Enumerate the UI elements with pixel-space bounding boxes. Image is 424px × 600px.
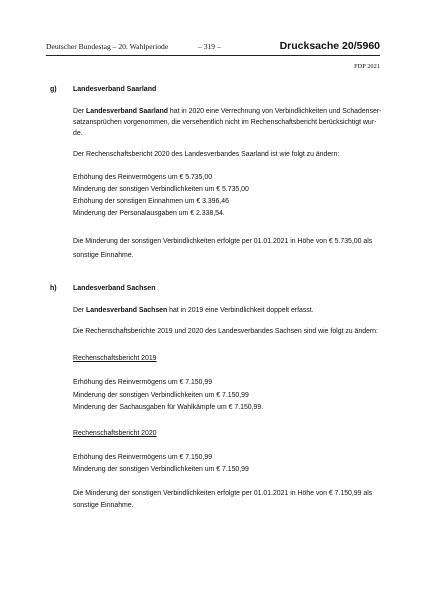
section-g-paragraph-1-line-1: Der Landesverband Saarland hat in 2020 eine Verrechnung von Verbindlichkeiten und Schadenser- (73, 108, 382, 115)
header-drucksache (280, 40, 380, 52)
section-g-title: Landesverband Saarland (73, 86, 157, 93)
section-g-item: Minderung der sonstigen Verbindlichkeiten um € 5.735,00 (73, 186, 249, 193)
section-h-2019-item: Minderung der Sachausgaben für Wahlkämpfe um € 7.150,99. (73, 404, 264, 411)
party-label: FDP 2021 (354, 63, 380, 70)
section-h-paragraph-1: Der Landesverband Sachsen hat in 2019 eine Verbindlichkeit doppelt erfasst. (73, 307, 314, 314)
header-publication: Deutscher Bundestag – 20. Wahlperiode (46, 42, 169, 51)
section-h-paragraph-3-line-1: Die Minderung der sonstigen Verbindlichkeiten erfolgte per 01.01.2021 in Höhe von € 7.150,99 als (73, 490, 373, 497)
section-h-number: h) (50, 285, 57, 292)
section-g-item: Minderung der Personalausgaben um € 2.338,54. (73, 210, 225, 217)
section-g-paragraph-3-line-1: Die Minderung der sonstigen Verbindlichkeiten erfolgte per 01.01.2021 in Höhe von € 5.735,00 als (73, 238, 373, 245)
section-h-title: Landesverband Sachsen (73, 285, 156, 292)
section-g-number: g) (50, 86, 57, 93)
section-g-paragraph-1-line-2: satzansprüchen vorgenommen, die versehentlich nicht im Rechenschaftsbericht berücksichtigt wur- (73, 119, 377, 126)
header-rule (46, 55, 380, 56)
section-g-item: Erhöhung des Reinvermögens um € 5.735,00 (73, 174, 213, 181)
drucksache-prefix: Drucksache 20/ (279, 40, 357, 52)
section-g-item: Erhöhung der sonstigen Einnahmen um € 3.396,46 (73, 198, 229, 205)
section-h-2019-item: Erhöhung des Reinvermögens um € 7.150,99 (73, 379, 213, 386)
section-h-2020-item: Erhöhung des Reinvermögens um € 7.150,99 (73, 454, 213, 461)
section-g-paragraph-2: Der Rechenschaftsbericht 2020 des Landesverbandes Saarland ist wie folgt zu ändern: (73, 151, 340, 158)
section-h-2020-item: Minderung der sonstigen Verbindlichkeiten um € 7.150,99 (73, 466, 249, 473)
section-g-paragraph-3-line-2: sonstige Einnahme. (73, 252, 134, 259)
section-g-entity: Landesverband Saarland (86, 108, 168, 115)
section-h-paragraph-3-line-2: sonstige Einnahme. (73, 502, 134, 509)
section-h-subheading-2019: Rechenschaftsbericht 2019 (73, 355, 157, 362)
page-header (46, 40, 380, 54)
section-h-subheading-2020: Rechenschaftsbericht 2020 (73, 430, 157, 437)
drucksache-number: 5960 (356, 40, 380, 52)
section-g-paragraph-1-line-3: de. (73, 130, 83, 137)
header-page-number: – 319 – (198, 42, 221, 51)
section-h-paragraph-2: Die Rechenschaftsberichte 2019 und 2020 des Landesverbandes Sachsen sind wie folgt zu ändern: (73, 328, 378, 335)
section-h-2019-item: Minderung der sonstigen Verbindlichkeiten um € 7.150,99 (73, 392, 249, 399)
section-h-entity: Landesverband Sachsen (86, 307, 168, 314)
